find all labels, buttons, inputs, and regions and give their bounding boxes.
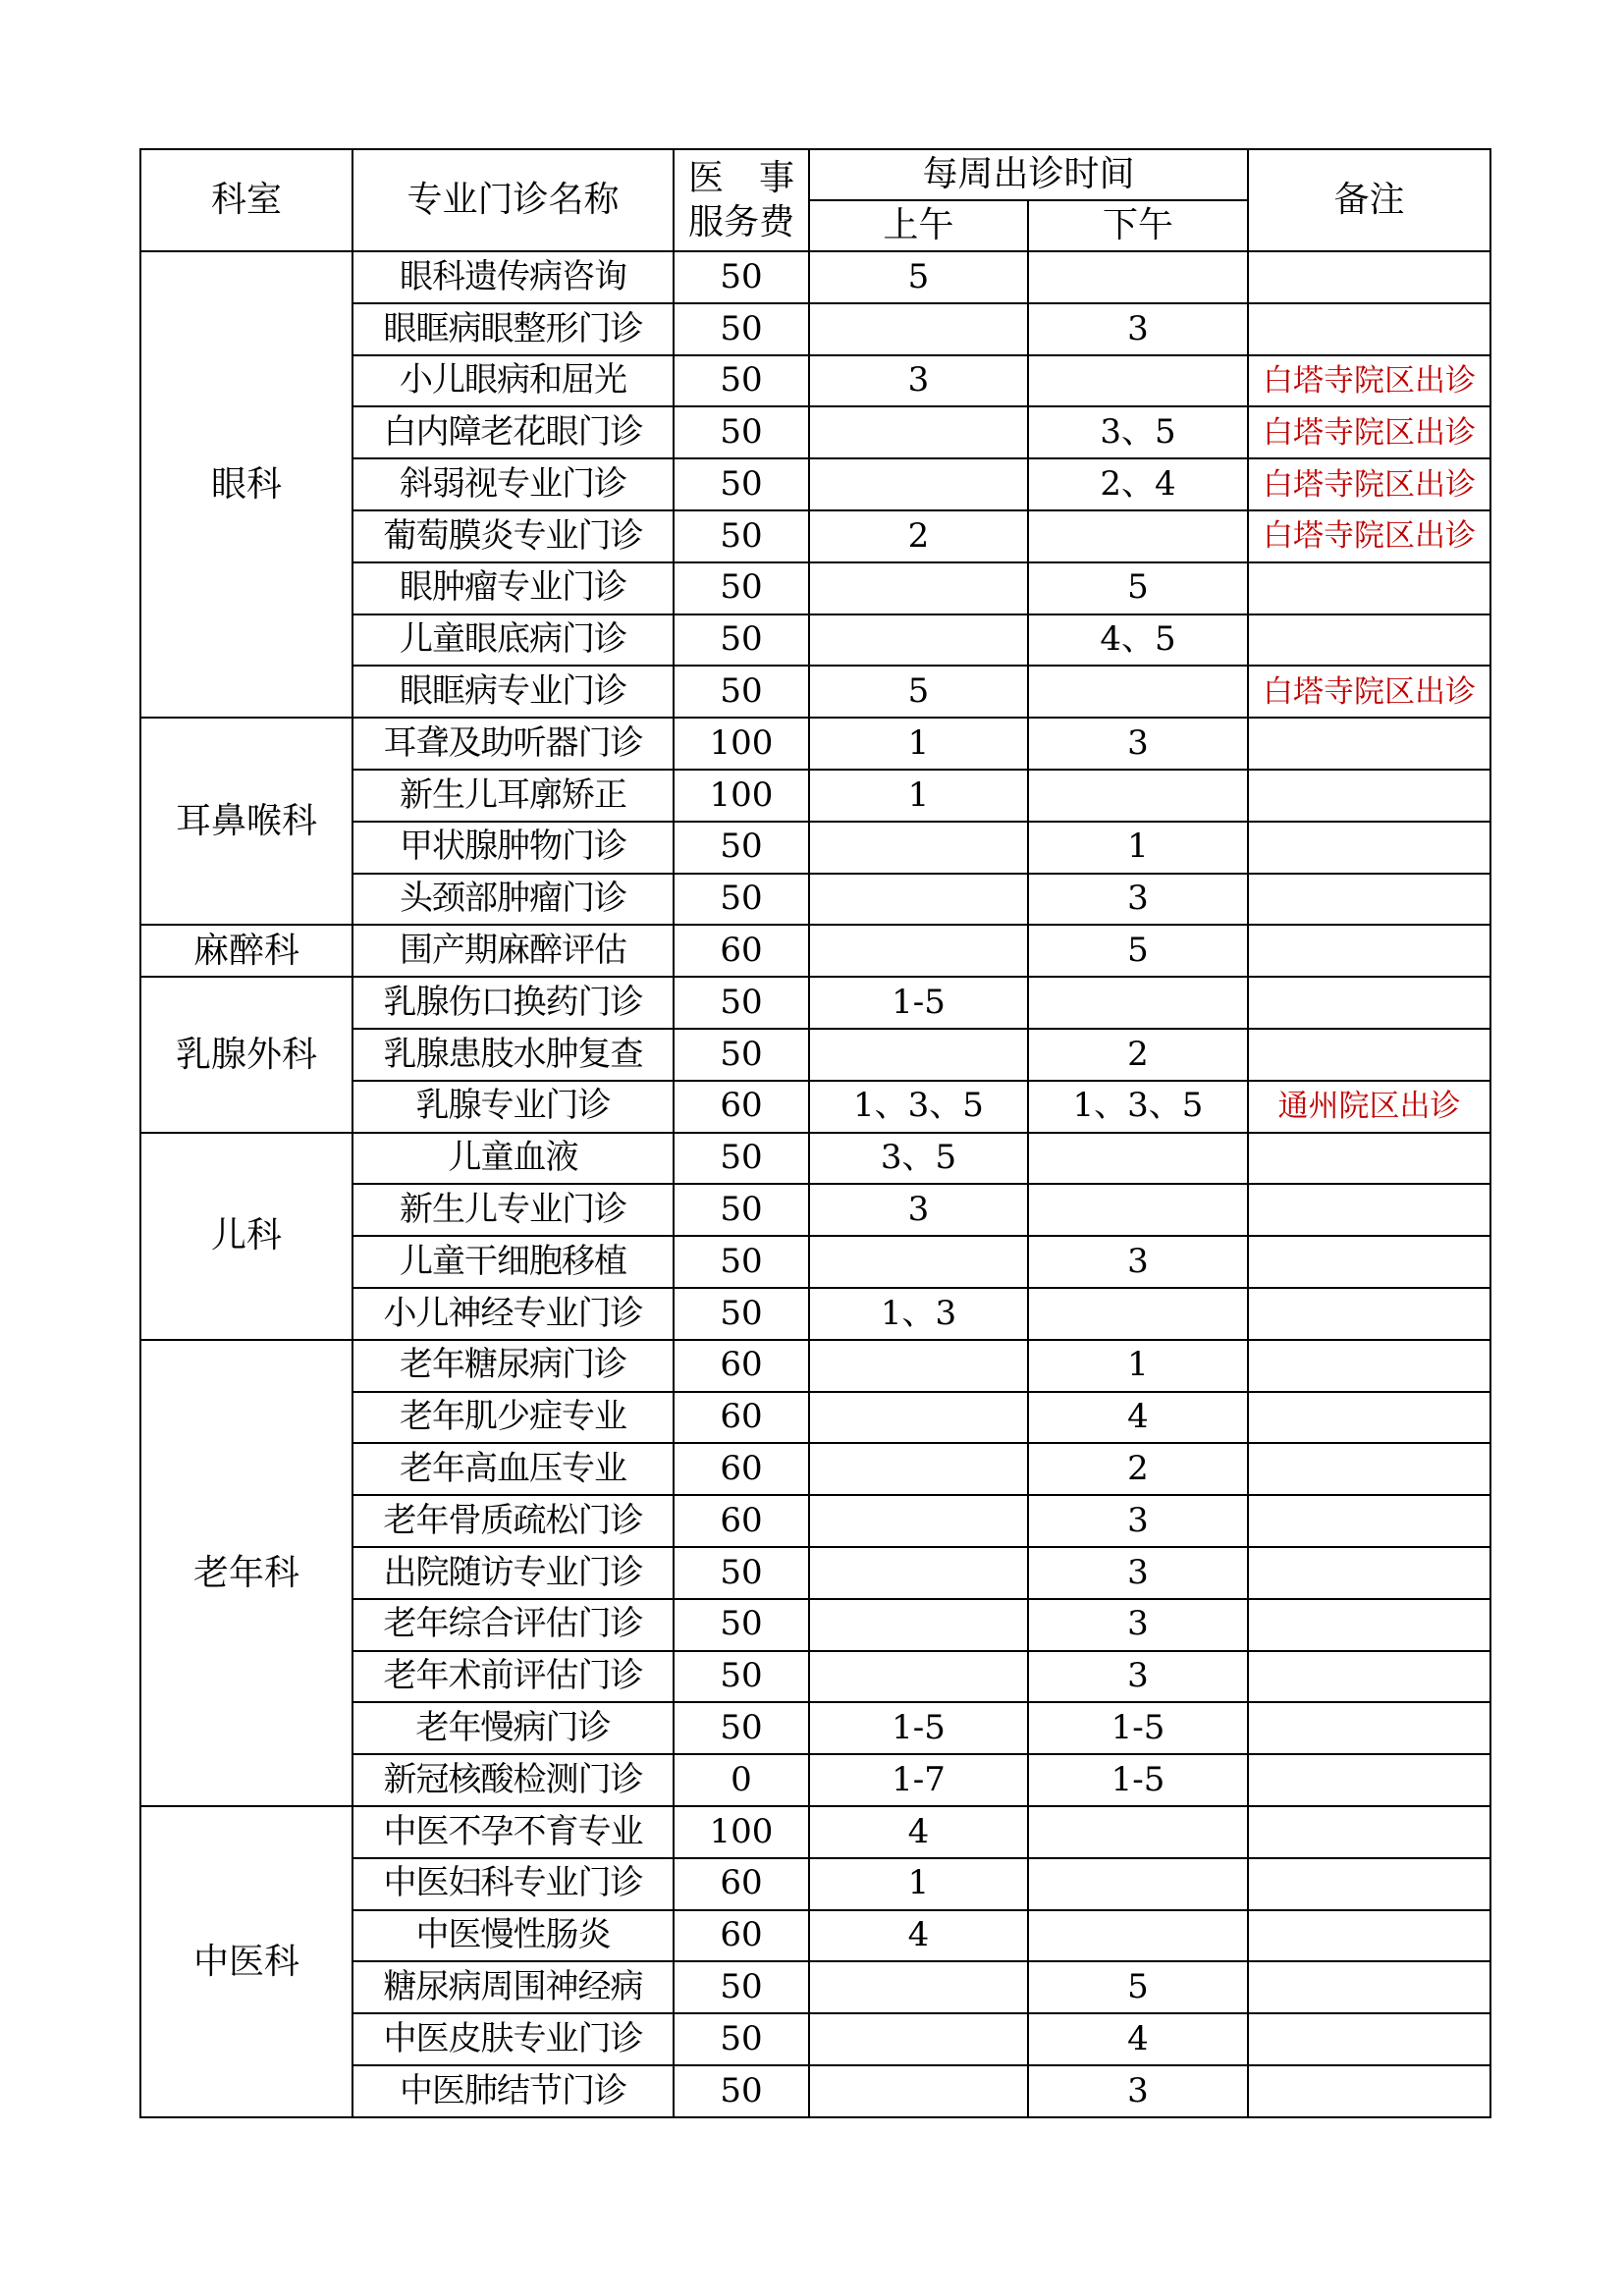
note-cell	[1248, 718, 1490, 770]
note-cell	[1248, 1910, 1490, 1962]
note-cell	[1248, 1029, 1490, 1081]
fee-cell: 60	[674, 1858, 809, 1910]
note-cell: 白塔寺院区出诊	[1248, 406, 1490, 458]
pm-cell: 3	[1028, 874, 1248, 926]
fee-cell: 60	[674, 1081, 809, 1133]
pm-cell	[1028, 977, 1248, 1029]
fee-cell: 50	[674, 1599, 809, 1651]
clinic-name-cell: 眼眶病专业门诊	[352, 666, 674, 718]
note-cell	[1248, 977, 1490, 1029]
pm-cell: 4	[1028, 2013, 1248, 2065]
am-cell: 1-5	[809, 977, 1028, 1029]
clinic-name-cell: 老年高血压专业	[352, 1443, 674, 1495]
table-row	[140, 977, 1490, 1029]
note-cell	[1248, 303, 1490, 355]
note-cell	[1248, 874, 1490, 926]
clinic-name-cell: 耳聋及助听器门诊	[352, 718, 674, 770]
am-cell	[809, 1495, 1028, 1547]
header-schedule: 每周出诊时间	[809, 149, 1248, 200]
fee-cell: 50	[674, 1547, 809, 1599]
am-cell: 1	[809, 718, 1028, 770]
table-row	[140, 1340, 1490, 1392]
note-cell	[1248, 2065, 1490, 2117]
fee-cell: 0	[674, 1754, 809, 1806]
note-cell	[1248, 2013, 1490, 2065]
note-cell	[1248, 822, 1490, 874]
pm-cell: 3	[1028, 1599, 1248, 1651]
pm-cell: 4、5	[1028, 614, 1248, 667]
dept-cell: 老年科	[140, 1340, 352, 1806]
clinic-name-cell: 中医皮肤专业门诊	[352, 2013, 674, 2065]
am-cell: 4	[809, 1910, 1028, 1962]
note-cell	[1248, 1858, 1490, 1910]
clinic-name-cell: 头颈部肿瘤门诊	[352, 874, 674, 926]
am-cell: 1、3、5	[809, 1081, 1028, 1133]
clinic-name-cell: 斜弱视专业门诊	[352, 458, 674, 510]
dept-cell: 儿科	[140, 1133, 352, 1340]
clinic-name-cell: 眼眶病眼整形门诊	[352, 303, 674, 355]
note-cell	[1248, 1806, 1490, 1858]
note-cell	[1248, 1702, 1490, 1754]
fee-cell: 60	[674, 1443, 809, 1495]
pm-cell	[1028, 355, 1248, 407]
note-cell: 白塔寺院区出诊	[1248, 458, 1490, 510]
fee-cell: 60	[674, 1910, 809, 1962]
am-cell	[809, 1392, 1028, 1444]
fee-cell: 50	[674, 1651, 809, 1703]
fee-cell: 50	[674, 2065, 809, 2117]
clinic-name-cell: 甲状腺肿物门诊	[352, 822, 674, 874]
table-row	[140, 251, 1490, 303]
clinic-name-cell: 中医肺结节门诊	[352, 2065, 674, 2117]
pm-cell: 3、5	[1028, 406, 1248, 458]
clinic-name-cell: 老年骨质疏松门诊	[352, 1495, 674, 1547]
note-cell	[1248, 1340, 1490, 1392]
clinic-name-cell: 中医慢性肠炎	[352, 1910, 674, 1962]
am-cell	[809, 1029, 1028, 1081]
fee-cell: 60	[674, 1495, 809, 1547]
clinic-name-cell: 小儿神经专业门诊	[352, 1288, 674, 1340]
dept-cell: 麻醉科	[140, 925, 352, 977]
am-cell	[809, 2065, 1028, 2117]
fee-cell: 100	[674, 718, 809, 770]
pm-cell	[1028, 1133, 1248, 1185]
pm-cell: 1-5	[1028, 1754, 1248, 1806]
clinic-name-cell: 小儿眼病和屈光	[352, 355, 674, 407]
pm-cell: 3	[1028, 1651, 1248, 1703]
clinic-name-cell: 新生儿耳廓矫正	[352, 770, 674, 822]
clinic-name-cell: 中医不孕不育专业	[352, 1806, 674, 1858]
note-cell	[1248, 562, 1490, 614]
am-cell: 4	[809, 1806, 1028, 1858]
pm-cell	[1028, 510, 1248, 562]
am-cell	[809, 614, 1028, 667]
fee-cell: 50	[674, 1029, 809, 1081]
am-cell: 1-5	[809, 1702, 1028, 1754]
fee-cell: 50	[674, 406, 809, 458]
dept-cell: 眼科	[140, 251, 352, 718]
clinic-name-cell: 葡萄膜炎专业门诊	[352, 510, 674, 562]
clinic-name-cell: 乳腺专业门诊	[352, 1081, 674, 1133]
fee-cell: 50	[674, 303, 809, 355]
note-cell	[1248, 1547, 1490, 1599]
am-cell: 1	[809, 1858, 1028, 1910]
note-cell	[1248, 1236, 1490, 1288]
pm-cell: 3	[1028, 1547, 1248, 1599]
clinic-name-cell: 老年慢病门诊	[352, 1702, 674, 1754]
pm-cell	[1028, 251, 1248, 303]
am-cell: 1、3	[809, 1288, 1028, 1340]
header-pm: 下午	[1028, 200, 1248, 251]
clinic-name-cell: 新冠核酸检测门诊	[352, 1754, 674, 1806]
pm-cell	[1028, 1806, 1248, 1858]
am-cell	[809, 822, 1028, 874]
dept-cell: 耳鼻喉科	[140, 718, 352, 925]
am-cell: 1	[809, 770, 1028, 822]
header-clinic-name: 专业门诊名称	[352, 149, 674, 251]
fee-cell: 50	[674, 977, 809, 1029]
am-cell: 5	[809, 666, 1028, 718]
pm-cell	[1028, 770, 1248, 822]
fee-cell: 50	[674, 458, 809, 510]
pm-cell: 2	[1028, 1029, 1248, 1081]
note-cell	[1248, 1495, 1490, 1547]
pm-cell	[1028, 666, 1248, 718]
clinic-name-cell: 新生儿专业门诊	[352, 1184, 674, 1236]
clinic-name-cell: 眼科遗传病咨询	[352, 251, 674, 303]
fee-cell: 60	[674, 1340, 809, 1392]
note-cell	[1248, 1288, 1490, 1340]
header-am: 上午	[809, 200, 1028, 251]
note-cell: 白塔寺院区出诊	[1248, 666, 1490, 718]
note-cell	[1248, 1392, 1490, 1444]
note-cell	[1248, 251, 1490, 303]
fee-cell: 50	[674, 1961, 809, 2013]
clinic-name-cell: 乳腺伤口换药门诊	[352, 977, 674, 1029]
fee-cell: 100	[674, 1806, 809, 1858]
header-fee	[674, 149, 809, 251]
pm-cell	[1028, 1858, 1248, 1910]
pm-cell: 3	[1028, 1236, 1248, 1288]
am-cell	[809, 874, 1028, 926]
note-cell	[1248, 1443, 1490, 1495]
pm-cell: 3	[1028, 2065, 1248, 2117]
fee-cell: 50	[674, 251, 809, 303]
fee-cell: 50	[674, 510, 809, 562]
pm-cell: 3	[1028, 303, 1248, 355]
table-row	[140, 718, 1490, 770]
fee-cell: 50	[674, 614, 809, 667]
am-cell	[809, 458, 1028, 510]
clinic-name-cell: 老年综合评估门诊	[352, 1599, 674, 1651]
fee-cell: 50	[674, 2013, 809, 2065]
fee-cell: 50	[674, 666, 809, 718]
pm-cell: 3	[1028, 718, 1248, 770]
pm-cell: 1、3、5	[1028, 1081, 1248, 1133]
am-cell: 1-7	[809, 1754, 1028, 1806]
am-cell	[809, 1236, 1028, 1288]
header-dept: 科室	[140, 149, 352, 251]
am-cell	[809, 2013, 1028, 2065]
fee-cell: 50	[674, 822, 809, 874]
am-cell	[809, 925, 1028, 977]
am-cell: 3	[809, 355, 1028, 407]
pm-cell: 3	[1028, 1495, 1248, 1547]
note-cell	[1248, 1599, 1490, 1651]
am-cell	[809, 1651, 1028, 1703]
note-cell	[1248, 1961, 1490, 2013]
pm-cell	[1028, 1288, 1248, 1340]
table-row	[140, 1133, 1490, 1185]
fee-cell: 50	[674, 874, 809, 926]
pm-cell: 5	[1028, 562, 1248, 614]
clinic-name-cell: 中医妇科专业门诊	[352, 1858, 674, 1910]
note-cell	[1248, 614, 1490, 667]
am-cell	[809, 406, 1028, 458]
header-fee-line1: 医 事	[687, 158, 794, 198]
am-cell	[809, 1443, 1028, 1495]
clinic-schedule-table	[139, 148, 1491, 2118]
pm-cell: 4	[1028, 1392, 1248, 1444]
clinic-name-cell: 儿童血液	[352, 1133, 674, 1185]
fee-cell: 50	[674, 1184, 809, 1236]
clinic-name-cell: 糖尿病周围神经病	[352, 1961, 674, 2013]
am-cell: 3	[809, 1184, 1028, 1236]
am-cell: 3、5	[809, 1133, 1028, 1185]
am-cell: 2	[809, 510, 1028, 562]
pm-cell: 2	[1028, 1443, 1248, 1495]
clinic-name-cell: 乳腺患肢水肿复查	[352, 1029, 674, 1081]
note-cell	[1248, 770, 1490, 822]
am-cell	[809, 562, 1028, 614]
clinic-name-cell: 老年术前评估门诊	[352, 1651, 674, 1703]
pm-cell: 5	[1028, 925, 1248, 977]
note-cell	[1248, 1133, 1490, 1185]
pm-cell	[1028, 1184, 1248, 1236]
dept-cell: 中医科	[140, 1806, 352, 2117]
note-cell	[1248, 1651, 1490, 1703]
clinic-name-cell: 儿童干细胞移植	[352, 1236, 674, 1288]
note-cell	[1248, 925, 1490, 977]
fee-cell: 50	[674, 1133, 809, 1185]
clinic-name-cell: 围产期麻醉评估	[352, 925, 674, 977]
clinic-name-cell: 白内障老花眼门诊	[352, 406, 674, 458]
am-cell	[809, 1599, 1028, 1651]
note-cell	[1248, 1184, 1490, 1236]
fee-cell: 60	[674, 925, 809, 977]
am-cell	[809, 303, 1028, 355]
am-cell	[809, 1961, 1028, 2013]
dept-cell: 乳腺外科	[140, 977, 352, 1132]
clinic-name-cell: 老年糖尿病门诊	[352, 1340, 674, 1392]
am-cell: 5	[809, 251, 1028, 303]
fee-cell: 50	[674, 1236, 809, 1288]
am-cell	[809, 1340, 1028, 1392]
pm-cell: 5	[1028, 1961, 1248, 2013]
clinic-name-cell: 出院随访专业门诊	[352, 1547, 674, 1599]
fee-cell: 50	[674, 1288, 809, 1340]
clinic-name-cell: 老年肌少症专业	[352, 1392, 674, 1444]
clinic-name-cell: 眼肿瘤专业门诊	[352, 562, 674, 614]
header-fee-line2: 服务费	[687, 202, 794, 242]
clinic-name-cell: 儿童眼底病门诊	[352, 614, 674, 667]
note-cell: 白塔寺院区出诊	[1248, 510, 1490, 562]
table-row	[140, 925, 1490, 977]
fee-cell: 50	[674, 562, 809, 614]
header-note: 备注	[1248, 149, 1490, 251]
am-cell	[809, 1547, 1028, 1599]
fee-cell: 100	[674, 770, 809, 822]
pm-cell	[1028, 1910, 1248, 1962]
note-cell: 通州院区出诊	[1248, 1081, 1490, 1133]
pm-cell: 2、4	[1028, 458, 1248, 510]
pm-cell: 1-5	[1028, 1702, 1248, 1754]
pm-cell: 1	[1028, 822, 1248, 874]
fee-cell: 60	[674, 1392, 809, 1444]
table-row	[140, 1806, 1490, 1858]
note-cell	[1248, 1754, 1490, 1806]
pm-cell: 1	[1028, 1340, 1248, 1392]
fee-cell: 50	[674, 355, 809, 407]
fee-cell: 50	[674, 1702, 809, 1754]
note-cell: 白塔寺院区出诊	[1248, 355, 1490, 407]
